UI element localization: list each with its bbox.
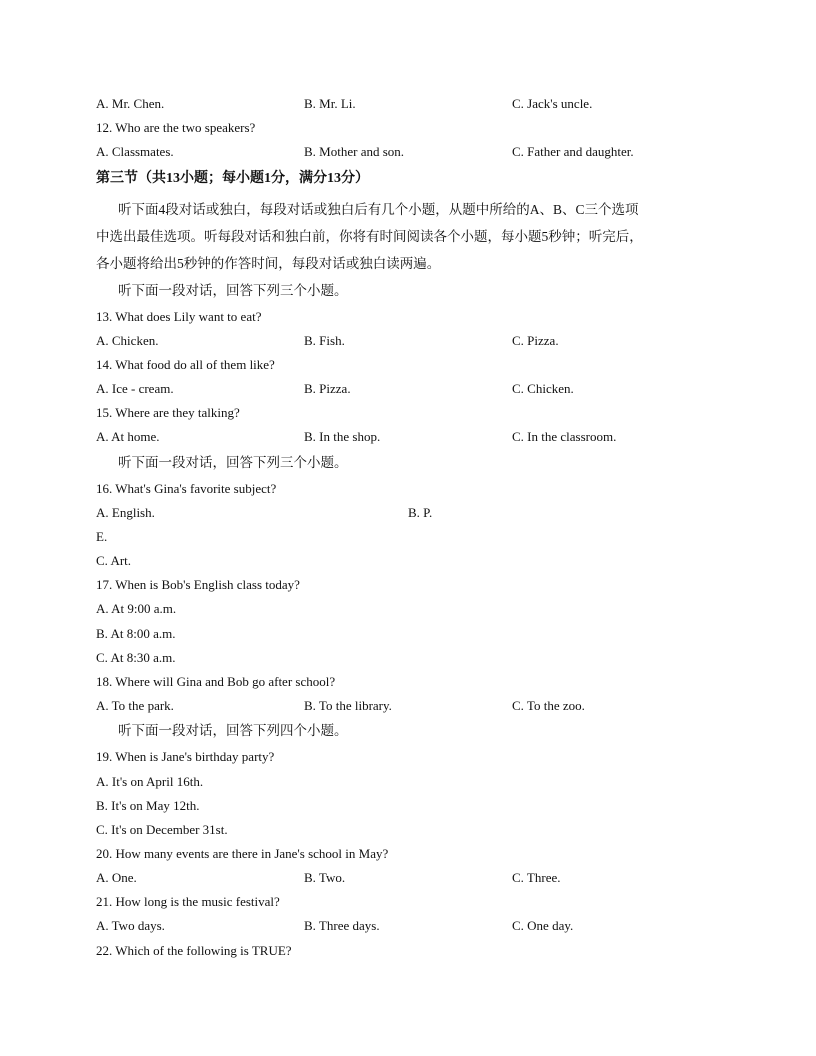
q15-question-line: [0, 402, 816, 424]
q16-question: 16. What's Gina's favorite subject?: [96, 481, 277, 496]
q17-option-c-line: [0, 647, 816, 669]
q12-option-a: A. Classmates.: [96, 144, 174, 159]
q16-option-b: B. P.: [408, 505, 433, 520]
q18-options: [0, 695, 816, 717]
q16-question-line: [0, 478, 816, 500]
sub-instruction-3: 听下面一段对话，回答下列四个小题。: [118, 723, 348, 738]
q11-options: [0, 93, 816, 115]
q19-question: 19. When is Jane's birthday party?: [96, 749, 275, 764]
q15-question: 15. Where are they talking?: [96, 405, 240, 420]
q17-option-c: C. At 8:30 a.m.: [96, 650, 176, 665]
q18-option-c: C. To the zoo.: [512, 698, 585, 713]
q19-option-b-line: [0, 795, 816, 817]
q20-option-b: B. Two.: [304, 870, 346, 885]
q22-question-line: [0, 940, 816, 962]
q16-options-ab: [0, 502, 816, 524]
q20-option-c: C. Three.: [512, 870, 561, 885]
instructions-line-2: 中选出最佳选项。听每段对话和独白前，你将有时间阅读各个小题，每小题5秒钟；听完后，: [96, 229, 643, 244]
q18-option-b: B. To the library.: [304, 698, 392, 713]
q11-option-a: A. Mr. Chen.: [96, 96, 165, 111]
q13-option-c: C. Pizza.: [512, 333, 559, 348]
q21-question-line: [0, 891, 816, 913]
q14-option-b: B. Pizza.: [304, 381, 351, 396]
q13-option-a: A. Chicken.: [96, 333, 159, 348]
q13-options: [0, 330, 816, 352]
q18-option-a: A. To the park.: [96, 698, 174, 713]
q19-option-a: A. It's on April 16th.: [96, 774, 204, 789]
q17-option-a-line: [0, 598, 816, 620]
q21-option-a: A. Two days.: [96, 918, 165, 933]
q18-question-line: [0, 671, 816, 693]
q21-question: 21. How long is the music festival?: [96, 894, 280, 909]
sub-instruction-1: 听下面一段对话，回答下列三个小题。: [118, 283, 348, 298]
q15-option-a: A. At home.: [96, 429, 160, 444]
q12-options: [0, 141, 816, 163]
q17-option-a: A. At 9:00 a.m.: [96, 601, 177, 616]
q20-question-line: [0, 843, 816, 865]
q17-option-b: B. At 8:00 a.m.: [96, 626, 176, 641]
q12-option-b: B. Mother and son.: [304, 144, 405, 159]
q18-question: 18. Where will Gina and Bob go after school?: [96, 674, 336, 689]
q17-option-b-line: [0, 623, 816, 645]
q19-question-line: [0, 746, 816, 768]
q14-question: 14. What food do all of them like?: [96, 357, 275, 372]
q19-option-b: B. It's on May 12th.: [96, 798, 200, 813]
q20-option-a: A. One.: [96, 870, 137, 885]
q21-options: [0, 915, 816, 937]
q16-option-c: C. Art.: [96, 553, 132, 568]
q21-option-b: B. Three days.: [304, 918, 380, 933]
q16-option-c-line: [0, 550, 816, 572]
section3-heading: 第三节（共13小题；每小题1分，满分13分）: [96, 171, 369, 186]
sub-instruction-2: 听下面一段对话，回答下列三个小题。: [118, 455, 348, 470]
q13-question-line: [0, 306, 816, 328]
q14-options: [0, 378, 816, 400]
q15-option-b: B. In the shop.: [304, 429, 381, 444]
q12-question-line: [0, 117, 816, 139]
q19-option-a-line: [0, 771, 816, 793]
section3-instructions: [96, 196, 722, 277]
q14-option-c: C. Chicken.: [512, 381, 574, 396]
section3-heading-line: [0, 168, 816, 190]
instructions-line-3: 各小题将给出5秒钟的作答时间，每段对话或独白读两遍。: [96, 256, 441, 271]
q13-option-b: B. Fish.: [304, 333, 345, 348]
q19-option-c: C. It's on December 31st.: [96, 822, 228, 837]
q11-option-b: B. Mr. Li.: [304, 96, 356, 111]
q15-option-c: C. In the classroom.: [512, 429, 617, 444]
q19-option-c-line: [0, 819, 816, 841]
q14-question-line: [0, 354, 816, 376]
q13-question: 13. What does Lily want to eat?: [96, 309, 262, 324]
q12-option-c: C. Father and daughter.: [512, 144, 634, 159]
q16-option-b-wrap: E.: [96, 529, 108, 544]
instructions-line-1: 听下面4段对话或独白，每段对话或独白后有几个小题，从题中所给的A、B、C三个选项: [118, 202, 639, 217]
q20-question: 20. How many events are there in Jane's school in May?: [96, 846, 389, 861]
q17-question: 17. When is Bob's English class today?: [96, 577, 300, 592]
q12-question: 12. Who are the two speakers?: [96, 120, 256, 135]
q16-option-b-wrap-line: [0, 526, 816, 548]
q14-option-a: A. Ice - cream.: [96, 381, 174, 396]
q15-options: [0, 426, 816, 448]
q16-option-a: A. English.: [96, 505, 155, 520]
q22-question: 22. Which of the following is TRUE?: [96, 943, 292, 958]
q17-question-line: [0, 574, 816, 596]
q20-options: [0, 867, 816, 889]
q11-option-c: C. Jack's uncle.: [512, 96, 593, 111]
q21-option-c: C. One day.: [512, 918, 574, 933]
